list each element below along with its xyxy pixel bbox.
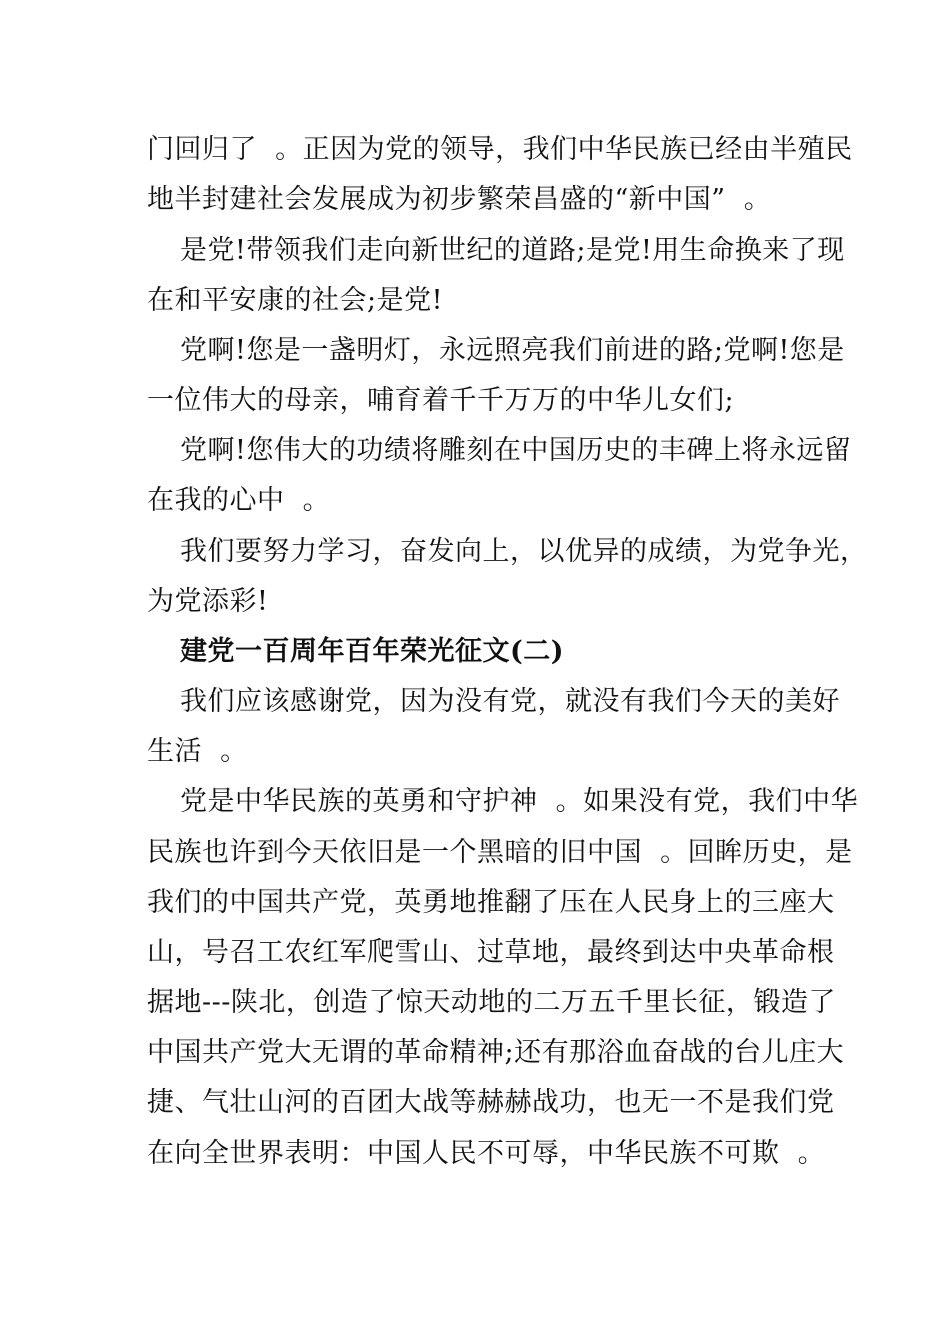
paragraph-line: 捷、气壮山河的百团大战等赫赫战功，也无一不是我们党 <box>147 1087 835 1118</box>
paragraph-line: 民族也许到今天依旧是一个黑暗的旧中国 。回眸历史，是 <box>147 837 853 868</box>
paragraph-line: 党啊!您是一盏明灯，永远照亮我们前进的路;党啊!您是 <box>180 335 845 366</box>
paragraph-line: 为党添彩! <box>147 586 269 617</box>
paragraph-line: 我们要努力学习，奋发向上，以优异的成绩，为党争光， <box>180 536 868 567</box>
paragraph-line: 地半封建社会发展成为初步繁荣昌盛的“新中国” 。 <box>147 184 772 215</box>
paragraph-line: 是党!带领我们走向新世纪的道路;是党!用生命换来了现 <box>180 235 845 266</box>
paragraph-line: 在向全世界表明：中国人民不可辱，中华民族不可欺 。 <box>147 1138 826 1169</box>
section-heading: 建党一百周年百年荣光征文(二) <box>180 636 565 667</box>
paragraph-line: 中国共产党大无谓的革命精神;还有那浴血奋战的台儿庄大 <box>147 1037 845 1068</box>
paragraph-line: 我们应该感谢党，因为没有党，就没有我们今天的美好 <box>180 686 840 717</box>
paragraph-line: 据地---陕北，创造了惊天动地的二万五千里长征，锻造了 <box>147 987 836 1018</box>
paragraph-line: 在和平安康的社会;是党! <box>147 285 443 316</box>
paragraph-line: 我们的中国共产党，英勇地推翻了压在人民身上的三座大 <box>147 887 835 918</box>
paragraph-line: 在我的心中 。 <box>147 485 331 516</box>
paragraph-line: 一位伟大的母亲，哺育着千千万万的中华儿女们; <box>147 385 735 416</box>
paragraph-line: 生活 。 <box>147 736 248 767</box>
paragraph-line: 党是中华民族的英勇和守护神 。如果没有党，我们中华 <box>180 786 859 817</box>
paragraph-line: 党啊!您伟大的功绩将雕刻在中国历史的丰碑上将永远留 <box>180 435 852 466</box>
paragraph-line: 门回归了 。正因为党的领导，我们中华民族已经由半殖民 <box>147 134 853 165</box>
paragraph-line: 山，号召工农红军爬雪山、过草地，最终到达中央革命根 <box>147 937 835 968</box>
